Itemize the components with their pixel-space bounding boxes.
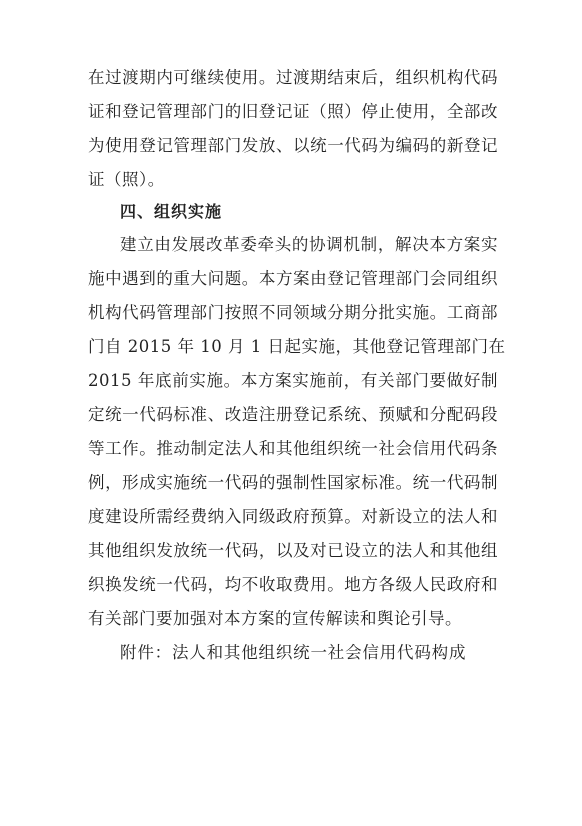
paragraph2-line-3: 机构代码管理部门按照不同领域分期分批实施。工商部 — [88, 303, 498, 322]
paragraph2-line-10: 其他组织发放统一代码，以及对已设立的法人和其他组 — [88, 541, 498, 560]
paragraph2-line-2: 施中遇到的重大问题。本方案由登记管理部门会同组织 — [88, 269, 498, 288]
paragraph2-line-1: 建立由发展改革委牵头的协调机制，解决本方案实 — [120, 235, 498, 254]
paragraph1-line-3: 为使用登记管理部门发放、以统一代码为编码的新登记 — [88, 136, 498, 155]
paragraph2-line-7: 等工作。推动制定法人和其他组织统一社会信用代码条 — [88, 439, 498, 458]
paragraph2-line-4: 门自 2015 年 10 月 1 日起实施，其他登记管理部门在 — [88, 337, 506, 356]
attachment-line: 附件：法人和其他组织统一社会信用代码构成 — [120, 643, 466, 662]
paragraph2-line-12: 有关部门要加强对本方案的宣传解读和舆论引导。 — [88, 609, 462, 628]
paragraph1-line-2: 证和登记管理部门的旧登记证（照）停止使用，全部改 — [88, 102, 498, 121]
paragraph2-line-6: 定统一代码标准、改造注册登记系统、预赋和分配码段 — [88, 405, 498, 424]
paragraph2-line-11: 织换发统一代码，均不收取费用。地方各级人民政府和 — [88, 575, 498, 594]
paragraph2-line-5: 2015 年底前实施。本方案实施前，有关部门要做好制 — [88, 371, 498, 390]
paragraph2-line-9: 度建设所需经费纳入同级政府预算。对新设立的法人和 — [88, 507, 498, 526]
paragraph1-line-1: 在过渡期内可继续使用。过渡期结束后，组织机构代码 — [88, 68, 498, 87]
section-heading: 四、组织实施 — [120, 202, 223, 221]
paragraph1-line-4: 证（照）。 — [88, 170, 165, 189]
paragraph2-line-8: 例，形成实施统一代码的强制性国家标准。统一代码制 — [88, 473, 498, 492]
